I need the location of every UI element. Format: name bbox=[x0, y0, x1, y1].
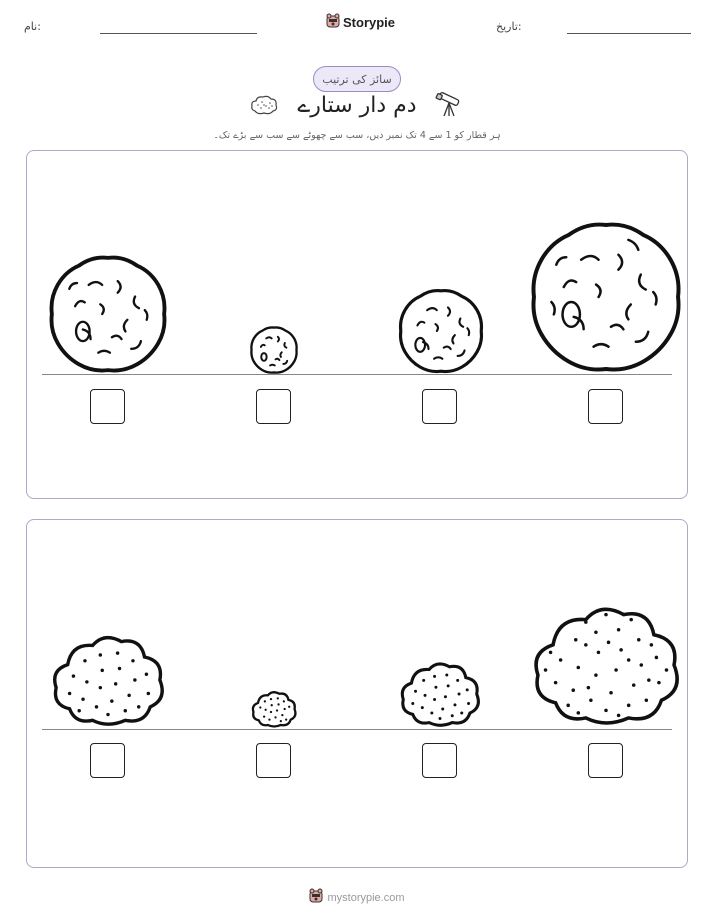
dust-cloud-smallest bbox=[251, 690, 297, 728]
comet-rock-medium bbox=[48, 254, 168, 374]
comet-rock-large bbox=[528, 220, 684, 374]
brand bbox=[326, 13, 395, 32]
comet-rock-small bbox=[398, 288, 484, 374]
answer-box-r1-2[interactable] bbox=[256, 389, 291, 424]
answer-box-r1-4[interactable] bbox=[588, 389, 623, 424]
storypie-logo-icon bbox=[326, 13, 340, 32]
answer-box-r2-1[interactable] bbox=[90, 743, 125, 778]
dust-cloud-large bbox=[530, 602, 682, 728]
date-field[interactable] bbox=[567, 33, 691, 34]
dust-cloud-small bbox=[398, 660, 482, 728]
answer-box-r1-3[interactable] bbox=[422, 389, 457, 424]
section-badge: سائز کی ترتیب bbox=[313, 66, 401, 92]
answer-box-r1-1[interactable] bbox=[90, 389, 125, 424]
footer-link[interactable]: mystorypie.com bbox=[327, 891, 405, 904]
footer bbox=[0, 888, 714, 907]
baseline bbox=[42, 374, 672, 375]
answer-box-r2-2[interactable] bbox=[256, 743, 291, 778]
name-field[interactable] bbox=[100, 33, 257, 34]
date-label: تاریخ: bbox=[496, 20, 522, 33]
comet-rock-smallest bbox=[250, 326, 298, 374]
telescope-icon bbox=[435, 92, 463, 122]
page-title: دم دار ستارے bbox=[297, 93, 417, 118]
storypie-logo-icon bbox=[309, 888, 323, 907]
instructions: ہر قطار کو 1 سے 4 تک نمبر دیں، سب سے چھوٹے سے سب سے بڑے تک۔ bbox=[213, 130, 501, 141]
answer-box-r2-4[interactable] bbox=[588, 743, 623, 778]
name-label: نام: bbox=[24, 20, 41, 33]
baseline bbox=[42, 729, 672, 730]
dust-cloud-medium bbox=[50, 632, 166, 728]
answer-box-r2-3[interactable] bbox=[422, 743, 457, 778]
brand-name: Storypie bbox=[343, 15, 396, 30]
